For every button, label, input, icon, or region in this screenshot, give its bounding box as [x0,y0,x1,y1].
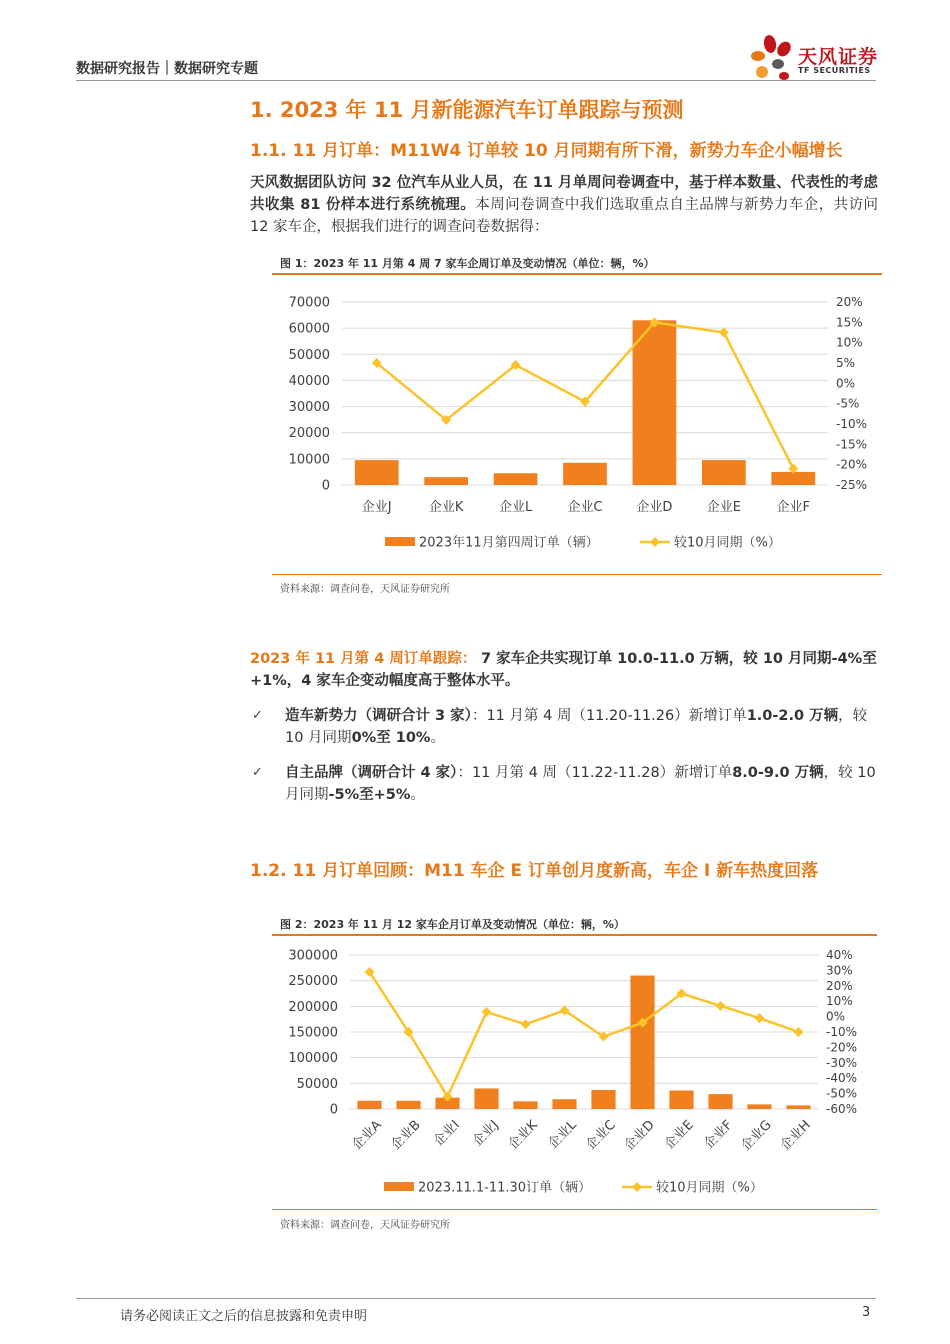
y-right-tick-label: 5% [836,356,856,370]
bar [747,1104,771,1109]
x-tick-label: 企业D [621,1117,658,1154]
bullet-label: 造车新势力（调研合计 3 家） [285,708,472,724]
bullet-text: 11 月第 4 周（11.22-11.28）新增订单 [471,765,733,781]
intro-bold: 天风数据团队访问 32 位汽车从业人员，在 11 月单周问卷调查中，基于样本数量、代表性的考虑共收集 81 份样本进行系统梳理。 [250,175,878,213]
bullet-colon: ： [471,708,487,724]
x-tick-label: 企业F [701,1117,736,1152]
y-left-tick-label: 250000 [288,974,338,990]
legend-label: 2023.11.1-11.30订单（辆） [418,1180,592,1196]
y-left-tick-label: 70000 [288,295,330,311]
x-tick-label: 企业E [661,1117,697,1153]
figure2-title: 图 2：2023 年 11 月 12 家车企月订单及变动情况（单位：辆，%） [280,918,625,931]
bar [702,460,746,485]
y-left-tick-label: 0 [329,1102,338,1118]
figure1-chart [272,278,882,570]
legend-label: 较10月同期（%） [656,1180,763,1196]
x-tick-label: 企业E [706,500,741,515]
bar [396,1101,420,1109]
bar [669,1091,693,1109]
line-point [719,328,729,338]
series-line [377,322,794,468]
figure1-title: 图 1：2023 年 11 月第 4 周 7 家车企周订单及变动情况（单位：辆，%） [280,257,655,270]
x-tick-label: 企业I [431,1117,463,1150]
page-number: 3 [862,1305,871,1320]
bar [552,1099,576,1109]
legend-swatch-bar [384,1182,414,1191]
bar [563,463,607,485]
y-right-tick-label: 40% [826,948,853,962]
check-icon: ✓ [252,765,263,780]
logo-name-en: TF SECURITIES [798,66,871,75]
x-tick-label: 企业B [388,1117,424,1153]
y-right-tick-label: 20% [826,978,853,993]
bar [633,320,677,485]
tracking-lead: 2023 年 11 月第 4 周订单跟踪： [250,651,477,667]
y-right-tick-label: -30% [826,1055,858,1070]
y-left-tick-label: 0 [321,478,330,494]
bullet-value: -5%至+5% [328,787,411,803]
bar [591,1090,615,1109]
report-category: 数据研究报告｜数据研究专题 [76,61,258,77]
bar [513,1101,537,1109]
figure1-bottom-rule [272,574,882,575]
y-right-tick-label: -40% [826,1071,858,1086]
legend-swatch-bar [385,537,415,546]
line-point [482,1007,492,1017]
figure1-source: 资料来源：调查问卷，天风证券研究所 [280,584,450,595]
y-right-tick-label: -20% [826,1040,858,1055]
intro-normal: 本周问卷调查中我们选取重点自主品牌与新势力车企，共访问 12 家车企，根据我们进行的调查问卷数据得： [250,197,878,235]
y-right-tick-label: -10% [826,1025,858,1039]
legend-label: 较10月同期（%） [674,535,781,551]
intro-paragraph [250,172,878,238]
bar [474,1088,498,1109]
y-right-tick-label: -15% [836,437,868,452]
section-heading-1-1: 1.1. 11 月订单：M11W4 订单较 10 月同期有所下滑，新势力车企小幅增长 [250,141,843,161]
legend-marker [650,537,660,547]
y-left-tick-label: 20000 [288,426,330,442]
bullet-value: 0%至 10% [351,730,431,746]
figure2-top-rule [272,934,877,936]
check-icon: ✓ [252,708,263,723]
y-left-tick-label: 50000 [288,347,330,363]
line-point [794,1027,804,1037]
y-left-tick-label: 30000 [288,400,330,416]
y-right-tick-label: -25% [836,478,868,492]
bullet-text: 11 月第 4 周（11.20-11.26）新增订单 [486,708,747,724]
legend-marker [632,1182,642,1192]
y-left-tick-label: 100000 [288,1051,338,1067]
figure2-chart [272,938,877,1206]
bar [771,472,815,485]
bar [786,1105,810,1109]
bullet-value: 8.0-9.0 万辆 [732,765,824,781]
bullet-colon: ： [457,765,472,781]
tracking-summary-text: 7 家车企共实现订单 10.0-11.0 万辆，较 10 月同期-4%至+1%，4 家车企变动幅度高于整体水平。 [250,651,877,689]
bullet-domestic-brands [285,762,878,806]
x-tick-label: 企业C [583,1117,619,1154]
y-right-tick-label: 0% [826,1009,846,1024]
x-tick-label: 企业G [738,1117,775,1154]
y-right-tick-label: 20% [836,295,863,309]
x-tick-label: 企业J [470,1117,502,1150]
x-tick-label: 企业D [636,500,673,515]
y-right-tick-label: 30% [826,963,853,978]
x-tick-label: 企业L [545,1117,580,1152]
bullet-value: 1.0-2.0 万辆 [746,708,839,724]
bar [424,477,468,485]
x-tick-label: 企业K [505,1117,541,1153]
tracking-summary [250,648,878,692]
section-heading-1-2: 1.2. 11 月订单回顾：M11 车企 E 订单创月度新高，车企 I 新车热度回落 [250,861,819,881]
bullet-label: 自主品牌（调研合计 4 家） [285,765,458,781]
y-left-tick-label: 300000 [288,948,338,964]
bar [630,976,654,1109]
y-left-tick-label: 40000 [288,373,330,389]
y-right-tick-label: -50% [826,1086,858,1101]
line-point [755,1013,765,1023]
x-tick-label: 企业A [349,1117,385,1153]
legend-label: 2023年11月第四周订单（辆） [419,535,599,551]
bullet-text: 。 [410,787,425,803]
y-right-tick-label: 15% [836,315,863,330]
bullet-text: 。 [430,730,445,746]
y-right-tick-label: -20% [836,457,868,472]
x-tick-label: 企业J [361,500,392,515]
y-left-tick-label: 50000 [296,1076,338,1092]
figure1-top-rule [272,273,882,275]
x-tick-label: 企业C [567,500,603,515]
section-heading-1: 1. 2023 年 11 月新能源汽车订单跟踪与预测 [250,98,684,122]
figure2-bottom-rule [272,1209,877,1210]
x-tick-label: 企业K [428,500,464,515]
y-right-tick-label: -10% [836,417,868,431]
y-right-tick-label: -5% [836,396,860,411]
footer-disclaimer: 请务必阅读正文之后的信息披露和免责申明 [120,1309,368,1324]
figure2-source: 资料来源：调查问卷，天风证券研究所 [280,1220,450,1231]
bar [708,1094,732,1109]
logo-name-cn: 天风证券 [798,46,879,68]
y-left-tick-label: 200000 [288,999,338,1015]
y-left-tick-label: 60000 [288,321,330,337]
tf-logo-icon [748,32,798,82]
footer-divider [76,1298,876,1299]
bar [355,460,399,485]
bar [494,473,538,485]
line-point [716,1001,726,1011]
line-point [521,1019,531,1029]
y-left-tick-label: 10000 [288,452,330,468]
bar [357,1101,381,1109]
x-tick-label: 企业F [776,500,811,515]
x-tick-label: 企业L [498,500,533,515]
y-right-tick-label: 10% [826,994,853,1009]
y-left-tick-label: 150000 [288,1025,338,1041]
y-right-tick-label: 10% [836,335,863,350]
bullet-text: ，较 10 月同期 [285,708,868,746]
x-tick-label: 企业H [777,1117,814,1154]
series-line [370,972,799,1097]
bullet-new-forces [285,705,878,749]
y-right-tick-label: 0% [836,376,856,391]
y-right-tick-label: -60% [826,1102,858,1116]
bullet-text: ，较 10 月同期 [285,765,876,803]
